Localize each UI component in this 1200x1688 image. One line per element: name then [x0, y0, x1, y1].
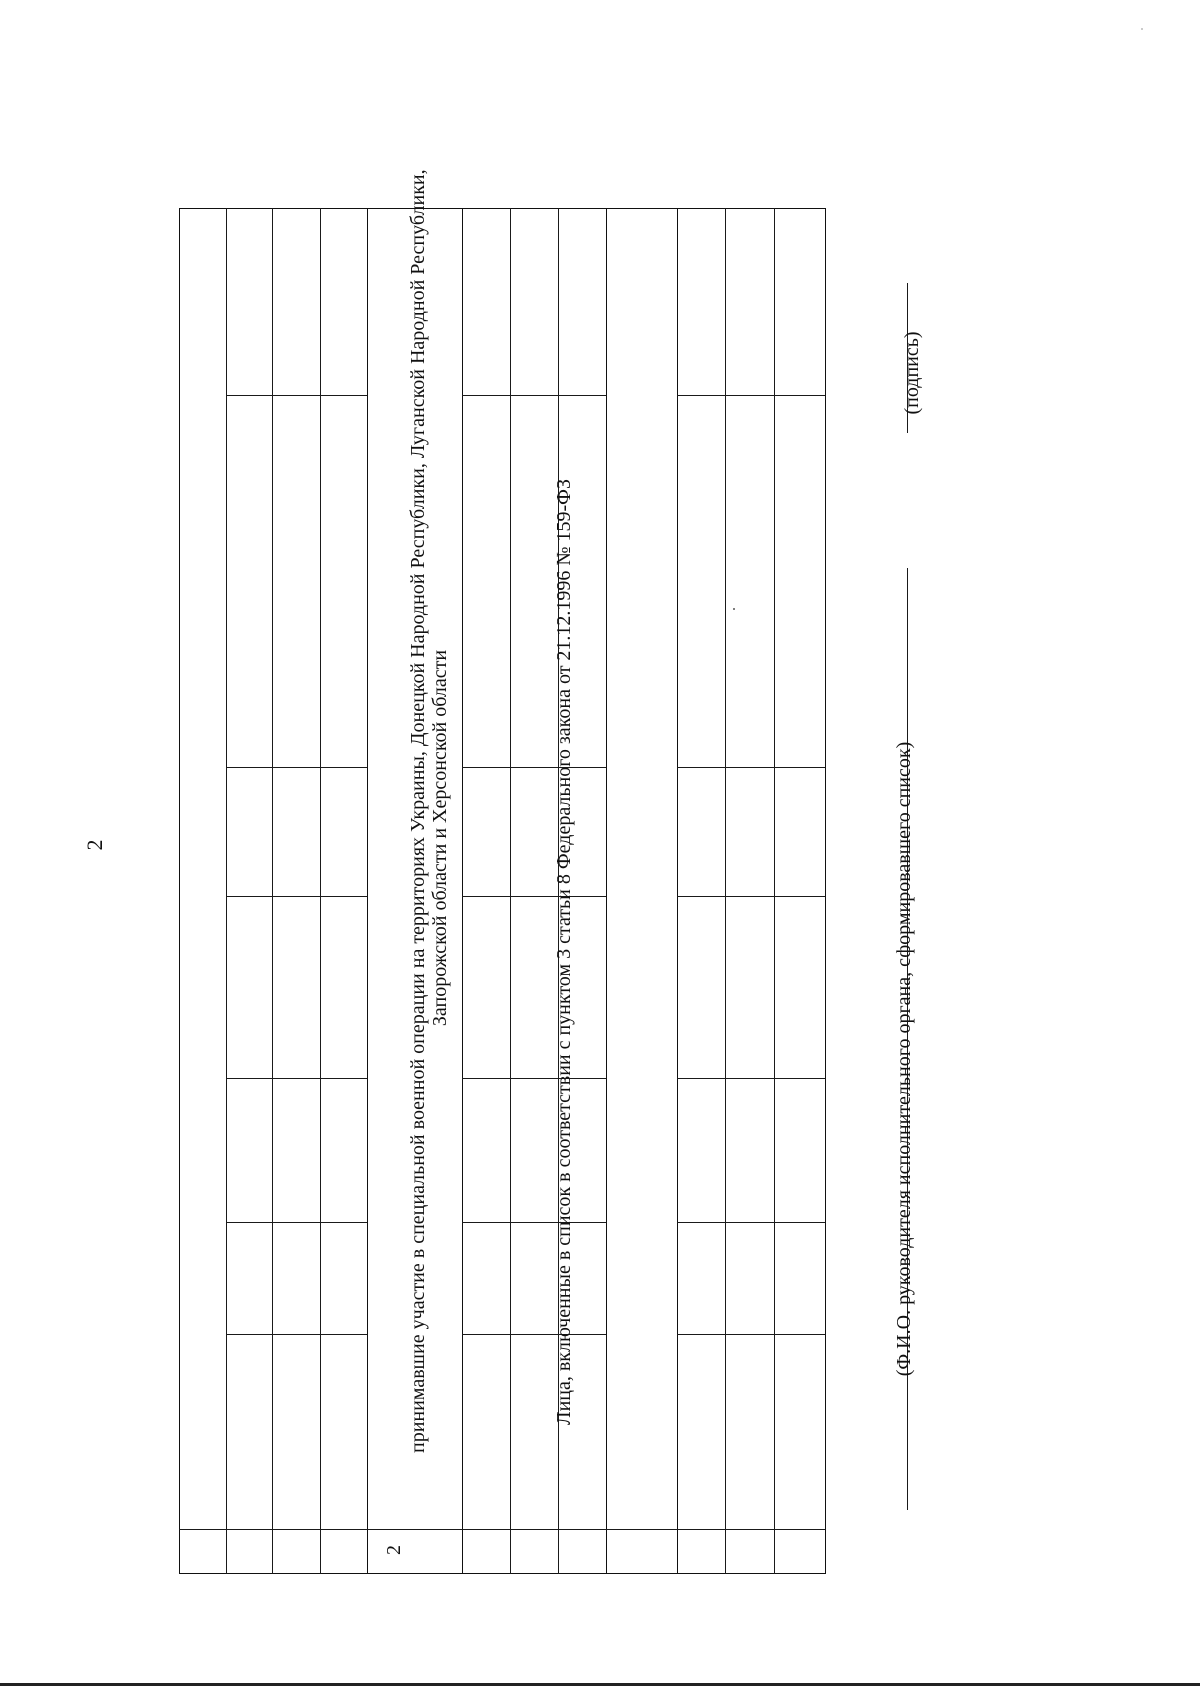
page-number: 2 — [82, 839, 107, 851]
scan-speck — [1141, 28, 1143, 30]
law-caption: Лица, включенные в список в соответствии с пунктом 3 статьи 8 Федерального закона от 21.12.1996 № 159-ФЗ — [553, 479, 575, 1425]
signature-caption: (подпись) — [901, 331, 923, 415]
name-caption: (Ф.И.О. руководителя исполнительного органа, сформировавшего список) — [893, 741, 915, 1377]
section-caption-line-1: принимавшие участие в специальной военной операции на территориях Украины, Донецкой Народной Республики, Луганской Народной Республики, — [407, 169, 429, 1453]
scan-speck — [733, 608, 735, 610]
row-number: 2 — [383, 1545, 405, 1555]
section-caption — [407, 169, 453, 1453]
scan-edge — [0, 1683, 1200, 1686]
section-caption-line-2: Запорожской области и Херсонской области — [429, 649, 451, 1027]
